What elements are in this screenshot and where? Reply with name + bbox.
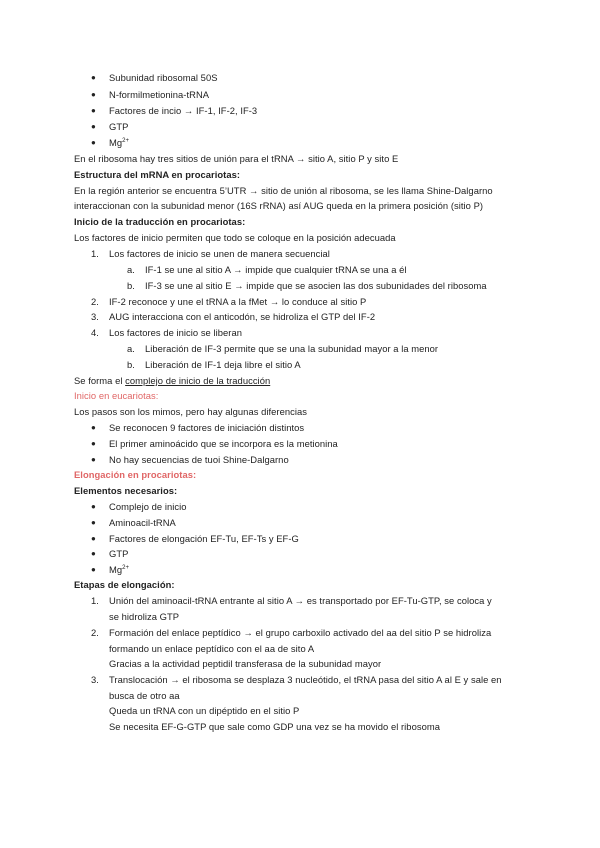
superscript: 2+ bbox=[122, 565, 130, 571]
bullet-icon: ● bbox=[91, 534, 96, 543]
bullet-icon: ● bbox=[91, 502, 96, 511]
mg-text: Mg bbox=[109, 564, 123, 575]
underlined-text: complejo de inicio de la traducción bbox=[125, 375, 271, 386]
bullet-icon: ● bbox=[91, 138, 96, 147]
bullet-icon: ● bbox=[91, 73, 96, 82]
document-page: ● Subunidad ribosomal 50S ● N-formilmetionina-tRNA ● Factores de incio → IF-1, IF-2, IF-3 ● GTP ● $Mg^{2+}$ En el ribosoma hay tres sitios de unión para el tRNA → sitio A, sitio P y sito E Estructura del mRNA en procariotas: En la región anterior se encuentra 5’UTR → sitio de unión al ribosoma, se les llama Shine-Dalgarno interaccionan con la subunidad menor (16S rRNA) así AUG queda en la primera posición (sitio P) Inicio de la traducción en procariotas: Los factores de inicio permiten que todo se coloque en la posición adecuada 1. Los factores de inicio se unen de manera secuencial a. IF-1 se une al sitio A → impide que cualquier tRNA se una a él b. IF-3 se une al sitio E → impide que se asocien las dos subunidades del ribosoma 2. IF-2 reconoce y une el tRNA a la fMet → lo conduce al sitio P 3. AUG interacciona con el anticodón, se hidroliza el GTP del IF-2 4. Los factores de inicio se liberan a. Liberación de IF-3 permite que se una la subunidad mayor a la menor b. Liberación de IF-1 deja libre el sitio A Se forma el complejo de inicio de la traducción Inicio en eucariotas: Los pasos son los mimos, pero hay algunas diferencias ● Se reconocen 9 factores de iniciación distintos ● El primer aminoácido que se incorpora es la metionina ● No hay secuencias de tuoi Shine-Dalgarno Elongación en procariotas: Elementos necesarios: ● Complejo de inicio ● Aminoacil-tRNA ● Factores de elongación EF-Tu, EF-Ts y EF-G ● GTP ● $Mg^{2+}$ Etapas de elongación: 1. Unión del aminoacil-tRNA entrante al sitio A → es transportado por EF-Tu-GTP, se coloca y se hidroliza GTP 2. Formación del enlace peptídico → el grupo carboxilo activado del aa del sitio P se hidroliza formando un enlace peptídico con el aa de sito A Gracias a la actividad peptidil transferasa de la subunidad mayor 3. Translocación → el ribosoma se desplaza 3 nucleótido, el tRNA pasa del sitio A al E y sale en busca de otro aa Queda un tRNA con un dipéptido en el sitio P Se necesita EF-G-GTP que sale como GDP una vez se ha movido el ribosoma bbox=[74, 72, 502, 732]
bullet-icon: ● bbox=[91, 518, 96, 527]
bullet-icon: ● bbox=[91, 423, 96, 432]
bullet-icon: ● bbox=[91, 106, 96, 115]
bullet-icon: ● bbox=[91, 455, 96, 464]
bullet-icon: ● bbox=[91, 90, 96, 99]
complex-prefix: Se forma el bbox=[74, 375, 126, 386]
bullet-icon: ● bbox=[91, 122, 96, 131]
bullet-icon: ● bbox=[91, 439, 96, 448]
bullet-icon: ● bbox=[91, 565, 96, 574]
mg-text: Mg bbox=[109, 137, 123, 148]
superscript: 2+ bbox=[122, 138, 130, 144]
bullet-icon: ● bbox=[91, 549, 96, 558]
